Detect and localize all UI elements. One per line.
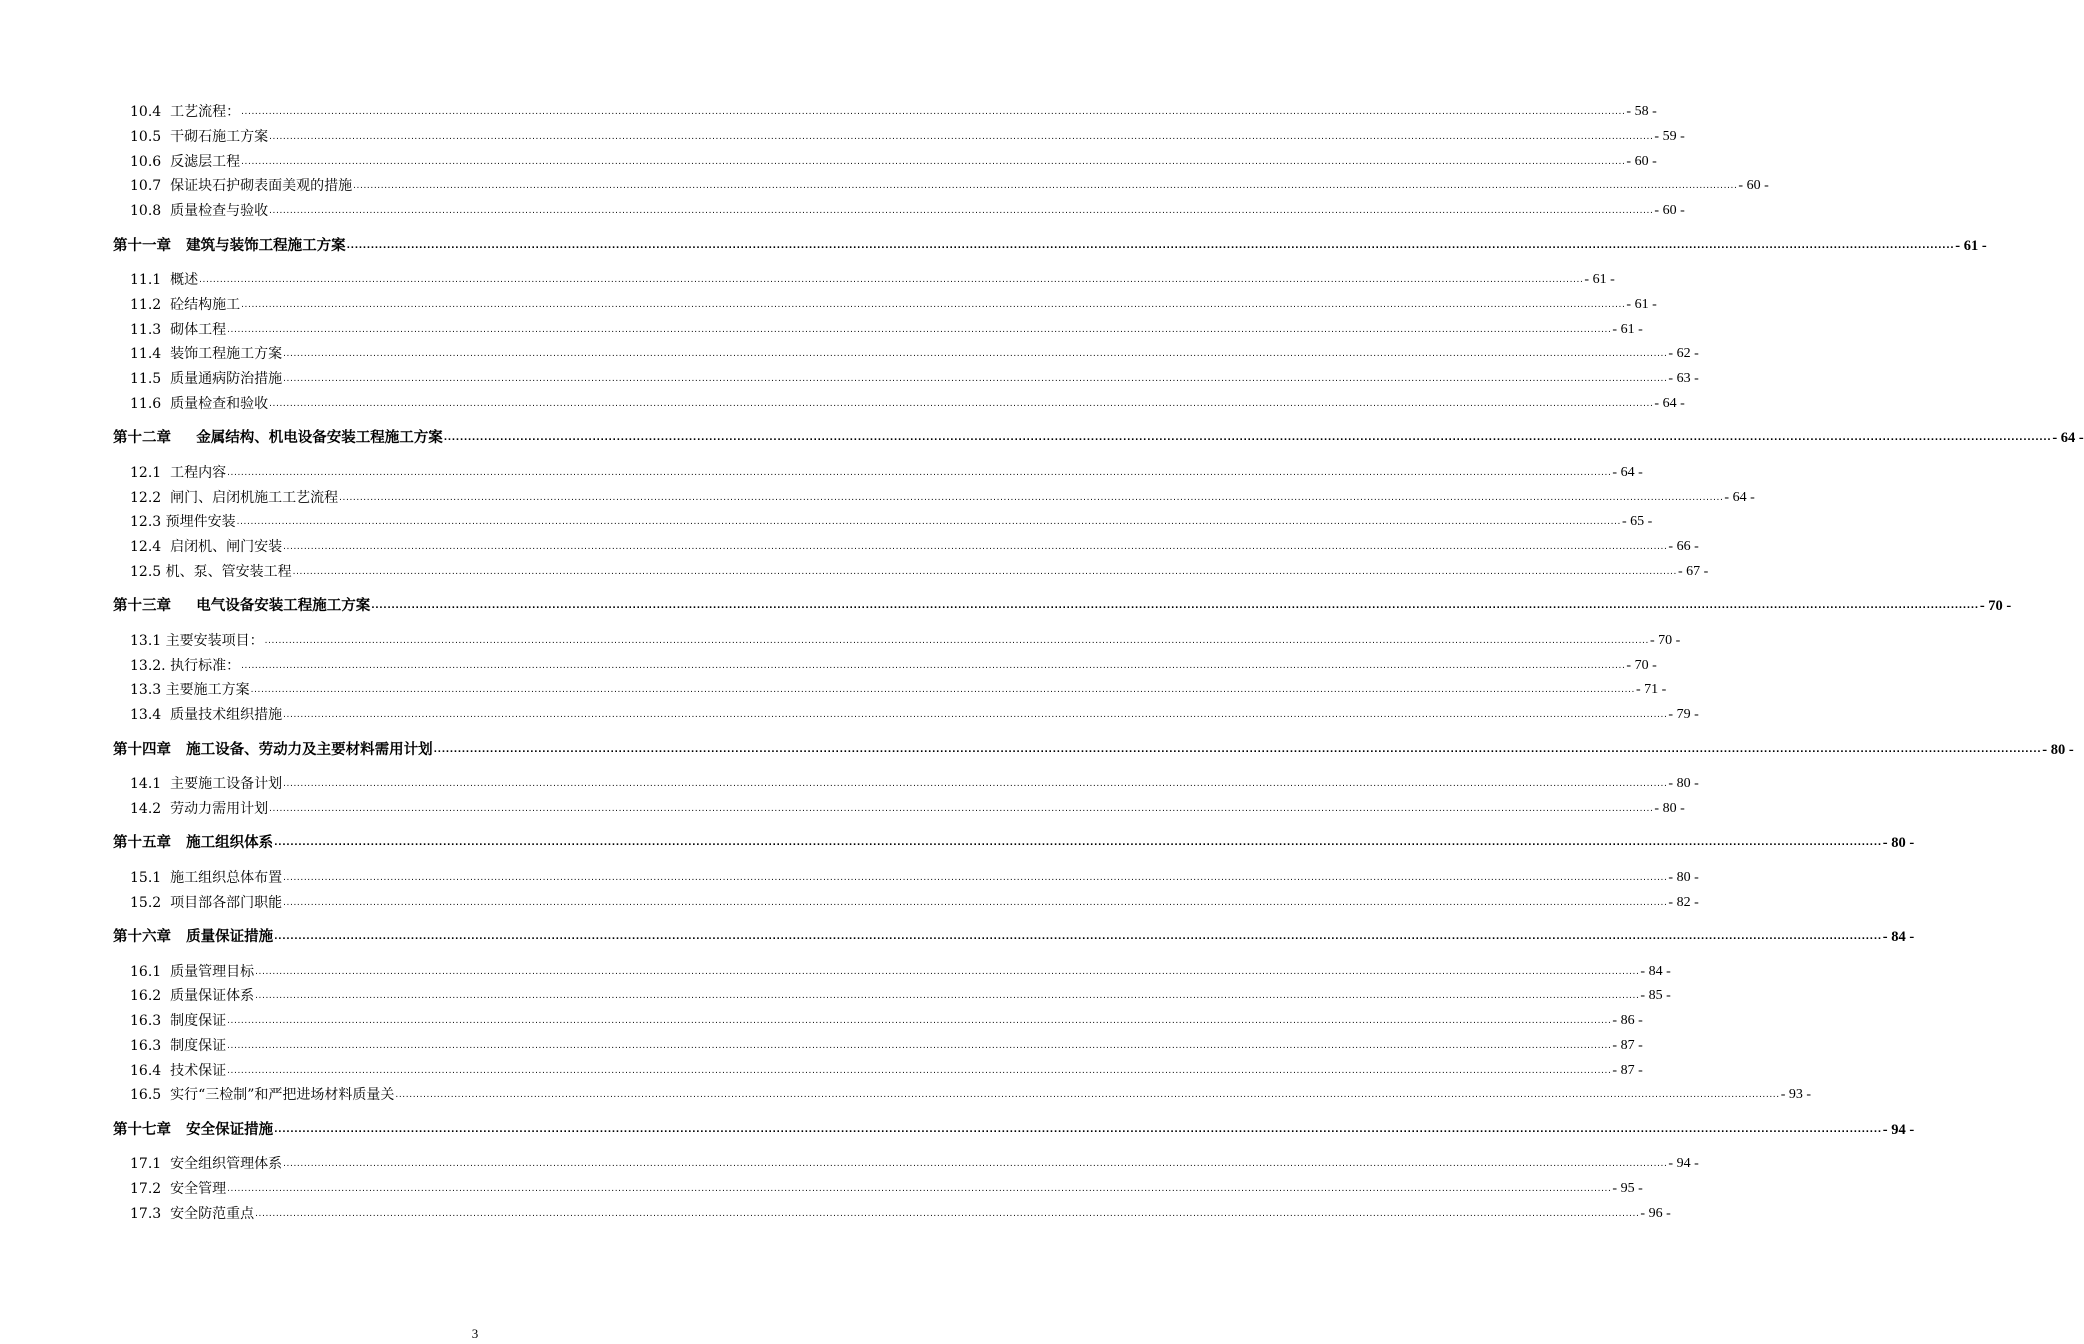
toc-entry-page: - 59 - xyxy=(1654,128,1685,144)
toc-entry-title: 16.5 实行“三检制”和严把进场材料质量关 xyxy=(130,1087,395,1104)
toc-entry-title: 第十三章 电气设备安装工程施工方案 xyxy=(113,597,371,615)
toc-entry-page: - 86 - xyxy=(1612,1013,1643,1028)
toc-entry[interactable] xyxy=(130,1180,1643,1198)
toc-entry-title: 16.2 质量保证体系 xyxy=(130,988,255,1005)
dot-leader: ................................................................................................................................................................................................................................................................................................................................................................................................................ xyxy=(227,1040,1612,1051)
toc-entry-page: - 95 - xyxy=(1612,1181,1643,1196)
toc-entry-title: 16.3 制度保证 xyxy=(130,1037,227,1054)
toc-entry[interactable] xyxy=(130,963,1671,981)
page-number: 3 xyxy=(471,1326,479,1341)
toc-entry-title: 13.3 主要施工方案 xyxy=(130,682,250,699)
toc-entry-page: - 70 - xyxy=(1979,598,2012,615)
toc-entry-title: 13.2. 执行标准： xyxy=(130,657,241,674)
dot-leader: ................................................................................................................................................................................................................................................................................................................................................................................................................ xyxy=(227,1184,1612,1194)
dot-leader: ................................................................................................................................................................................................................................................................................................................................................................................................................ xyxy=(269,803,1654,814)
dot-leader: ................................................................................................................................................................................................................................................................................................................................................................................................................ xyxy=(443,433,2052,444)
toc-entry[interactable] xyxy=(130,370,1699,388)
toc-entry[interactable] xyxy=(130,296,1657,314)
toc-chapter-entry[interactable] xyxy=(113,597,2012,615)
toc-entry-title: 第十一章 建筑与装饰工程施工方案 xyxy=(113,236,346,254)
toc-entry-title: 14.2 劳动力需用计划 xyxy=(130,800,269,817)
dot-leader: ................................................................................................................................................................................................................................................................................................................................................................................................................ xyxy=(236,517,1621,528)
toc-entry-title: 11.3 砌体工程 xyxy=(130,321,227,338)
toc-entry[interactable] xyxy=(130,706,1699,724)
toc-entry-page: - 60 - xyxy=(1654,203,1685,218)
toc-entry-page: - 61 - xyxy=(1584,272,1615,287)
dot-leader: ................................................................................................................................................................................................................................................................................................................................................................................................................ xyxy=(283,779,1668,789)
dot-leader: ................................................................................................................................................................................................................................................................................................................................................................................................................ xyxy=(283,1159,1668,1170)
toc-entry[interactable] xyxy=(130,489,1755,507)
toc-entry-page: - 70 - xyxy=(1626,657,1657,673)
toc-entry-title: 10.4 工艺流程： xyxy=(130,104,241,120)
toc-entry-title: 14.1 主要施工设备计划 xyxy=(130,776,283,792)
dot-leader: ................................................................................................................................................................................................................................................................................................................................................................................................................ xyxy=(241,156,1626,167)
toc-entry[interactable] xyxy=(130,1037,1643,1055)
toc-entry[interactable] xyxy=(130,1012,1643,1030)
dot-leader: ................................................................................................................................................................................................................................................................................................................................................................................................................ xyxy=(241,107,1626,117)
dot-leader: ................................................................................................................................................................................................................................................................................................................................................................................................................ xyxy=(241,660,1626,671)
toc-entry-title: 13.1 主要安装项目： xyxy=(130,632,264,649)
dot-leader: ................................................................................................................................................................................................................................................................................................................................................................................................................ xyxy=(269,398,1654,409)
toc-entry[interactable] xyxy=(130,987,1671,1005)
dot-leader: ................................................................................................................................................................................................................................................................................................................................................................................................................ xyxy=(339,492,1724,503)
dot-leader: ................................................................................................................................................................................................................................................................................................................................................................................................................ xyxy=(227,324,1612,335)
dot-leader: ................................................................................................................................................................................................................................................................................................................................................................................................................ xyxy=(283,349,1668,360)
toc-entry[interactable] xyxy=(130,177,1769,195)
toc-entry[interactable] xyxy=(130,800,1685,818)
toc-entry-title: 15.1 施工组织总体布置 xyxy=(130,869,283,886)
toc-entry[interactable] xyxy=(130,894,1699,912)
toc-entry-title: 13.4 质量技术组织措施 xyxy=(130,707,283,723)
toc-entry-page: - 71 - xyxy=(1635,682,1667,698)
toc-entry-page: - 94 - xyxy=(1668,1156,1699,1172)
toc-entry-title: 17.1 安全组织管理体系 xyxy=(130,1156,283,1173)
dot-leader: ................................................................................................................................................................................................................................................................................................................................................................................................................ xyxy=(274,932,1882,942)
toc-entry-page: - 61 - xyxy=(1955,237,1987,254)
dot-leader: ................................................................................................................................................................................................................................................................................................................................................................................................................ xyxy=(227,467,1612,478)
dot-leader: ................................................................................................................................................................................................................................................................................................................................................................................................................ xyxy=(227,1016,1612,1026)
toc-entry-title: 第十四章 施工设备、劳动力及主要材料需用计划 xyxy=(113,740,433,758)
toc-entry-page: - 82 - xyxy=(1668,894,1699,910)
toc-entry-page: - 67 - xyxy=(1677,563,1709,579)
toc-chapter-entry[interactable] xyxy=(113,236,1987,255)
toc-entry[interactable] xyxy=(130,869,1699,887)
toc-entry-title: 10.6 反滤层工程 xyxy=(130,153,241,170)
toc-entry[interactable] xyxy=(130,681,1667,699)
dot-leader: ................................................................................................................................................................................................................................................................................................................................................................................................................ xyxy=(353,181,1738,192)
dot-leader: ................................................................................................................................................................................................................................................................................................................................................................................................................ xyxy=(274,838,1882,849)
toc-entry-title: 11.2 砼结构施工 xyxy=(130,296,241,313)
toc-entry[interactable] xyxy=(130,657,1657,675)
dot-leader: ................................................................................................................................................................................................................................................................................................................................................................................................................ xyxy=(269,131,1654,142)
toc-entry-title: 12.1 工程内容 xyxy=(130,464,227,481)
toc-entry[interactable] xyxy=(130,563,1709,581)
toc-chapter-entry[interactable] xyxy=(113,1120,1915,1139)
toc-entry-page: - 64 - xyxy=(2052,430,2084,447)
toc-entry-page: - 65 - xyxy=(1621,514,1653,530)
dot-leader: ................................................................................................................................................................................................................................................................................................................................................................................................................ xyxy=(227,1065,1612,1076)
toc-entry-page: - 58 - xyxy=(1626,104,1657,119)
toc-entry-title: 第十六章 质量保证措施 xyxy=(113,928,274,945)
toc-chapter-entry[interactable] xyxy=(113,834,1915,852)
toc-entry-title: 第十五章 施工组织体系 xyxy=(113,834,274,852)
toc-entry-title: 12.3 预埋件安装 xyxy=(130,514,236,531)
toc-entry[interactable] xyxy=(130,202,1685,220)
toc-entry[interactable] xyxy=(130,1205,1671,1223)
toc-entry-page: - 84 - xyxy=(1640,963,1671,979)
toc-entry-page: - 85 - xyxy=(1640,988,1671,1004)
toc-entry-title: 12.2 闸门、启闭机施工工艺流程 xyxy=(130,489,339,506)
toc-entry-page: - 96 - xyxy=(1640,1205,1671,1221)
toc-entry-page: - 80 - xyxy=(2042,741,2074,758)
toc-entry[interactable] xyxy=(130,395,1685,413)
toc-entry-page: - 70 - xyxy=(1649,632,1681,648)
toc-entry[interactable] xyxy=(130,538,1699,556)
toc-entry-title: 11.1 概述 xyxy=(130,272,199,288)
toc-entry-title: 16.3 制度保证 xyxy=(130,1013,227,1029)
toc-entry-page: - 64 - xyxy=(1724,489,1755,505)
toc-chapter-entry[interactable] xyxy=(113,740,2074,759)
dot-leader: ................................................................................................................................................................................................................................................................................................................................................................................................................ xyxy=(199,275,1584,285)
toc-entry-page: - 61 - xyxy=(1612,321,1643,337)
toc-entry-title: 11.5 质量通病防治措施 xyxy=(130,371,283,387)
toc-entry-page: - 79 - xyxy=(1668,707,1699,722)
toc-entry-title: 12.4 启闭机、闸门安装 xyxy=(130,539,283,555)
dot-leader: ................................................................................................................................................................................................................................................................................................................................................................................................................ xyxy=(283,710,1668,720)
dot-leader: ................................................................................................................................................................................................................................................................................................................................................................................................................ xyxy=(371,601,1979,612)
toc-entry-page: - 64 - xyxy=(1654,395,1685,411)
dot-leader: ................................................................................................................................................................................................................................................................................................................................................................................................................ xyxy=(264,635,1649,646)
toc-chapter-entry[interactable] xyxy=(113,429,2084,447)
toc-entry[interactable] xyxy=(130,1086,1812,1104)
toc-entry-title: 12.5 机、泵、管安装工程 xyxy=(130,563,292,580)
toc-entry-title: 11.4 装饰工程施工方案 xyxy=(130,346,283,363)
toc-entry-page: - 63 - xyxy=(1668,371,1699,386)
dot-leader: ................................................................................................................................................................................................................................................................................................................................................................................................................ xyxy=(274,1124,1882,1135)
toc-entry[interactable] xyxy=(130,1062,1643,1080)
dot-leader: ................................................................................................................................................................................................................................................................................................................................................................................................................ xyxy=(283,542,1668,552)
toc-entry-title: 11.6 质量检查和验收 xyxy=(130,395,269,412)
toc-entry-title: 第十二章 金属结构、机电设备安装工程施工方案 xyxy=(113,429,443,447)
dot-leader: ................................................................................................................................................................................................................................................................................................................................................................................................................ xyxy=(433,744,2042,755)
toc-entry-title: 17.3 安全防范重点 xyxy=(130,1205,255,1222)
toc-entry-title: 10.7 保证块石护砌表面美观的措施 xyxy=(130,178,353,195)
dot-leader: ................................................................................................................................................................................................................................................................................................................................................................................................................ xyxy=(395,1090,1780,1101)
toc-entry-title: 16.1 质量管理目标 xyxy=(130,963,255,980)
toc-entry-title: 10.8 质量检查与验收 xyxy=(130,203,269,219)
toc-entry[interactable] xyxy=(130,103,1657,121)
dot-leader: ................................................................................................................................................................................................................................................................................................................................................................................................................ xyxy=(269,206,1654,216)
toc-entry-title: 第十七章 安全保证措施 xyxy=(113,1120,274,1138)
dot-leader: ................................................................................................................................................................................................................................................................................................................................................................................................................ xyxy=(283,872,1668,883)
dot-leader: ................................................................................................................................................................................................................................................................................................................................................................................................................ xyxy=(283,374,1668,384)
toc-entry[interactable] xyxy=(130,513,1653,531)
dot-leader: ................................................................................................................................................................................................................................................................................................................................................................................................................ xyxy=(283,897,1668,908)
dot-leader: ................................................................................................................................................................................................................................................................................................................................................................................................................ xyxy=(250,685,1635,696)
dot-leader: ................................................................................................................................................................................................................................................................................................................................................................................................................ xyxy=(292,566,1677,577)
toc-chapter-entry[interactable] xyxy=(113,928,1915,946)
toc-entry[interactable] xyxy=(130,464,1643,482)
toc-entry-page: - 60 - xyxy=(1738,178,1769,194)
toc-entry-page: - 66 - xyxy=(1668,539,1699,554)
toc-entry-page: - 80 - xyxy=(1882,835,1915,852)
toc-entry-page: - 93 - xyxy=(1780,1087,1812,1103)
toc-entry-page: - 80 - xyxy=(1668,776,1699,791)
toc-entry[interactable] xyxy=(130,128,1685,146)
dot-leader: ................................................................................................................................................................................................................................................................................................................................................................................................................ xyxy=(255,1208,1640,1219)
toc-entry-title: 17.2 安全管理 xyxy=(130,1181,227,1197)
toc-entry-page: - 60 - xyxy=(1626,153,1657,169)
toc-entry-page: - 94 - xyxy=(1882,1121,1915,1138)
toc-entry-page: - 64 - xyxy=(1612,464,1643,480)
toc-entry-page: - 80 - xyxy=(1654,800,1685,816)
toc-entry-title: 10.5 干砌石施工方案 xyxy=(130,128,269,145)
toc-entry[interactable] xyxy=(130,632,1681,650)
dot-leader: ................................................................................................................................................................................................................................................................................................................................................................................................................ xyxy=(241,299,1626,310)
toc-entry[interactable] xyxy=(130,321,1643,339)
toc-entry-page: - 87 - xyxy=(1612,1062,1643,1078)
toc-entry[interactable] xyxy=(130,271,1615,289)
toc-entry-page: - 80 - xyxy=(1668,869,1699,885)
dot-leader: ................................................................................................................................................................................................................................................................................................................................................................................................................ xyxy=(255,966,1640,977)
toc-entry[interactable] xyxy=(130,153,1657,171)
toc-entry-page: - 62 - xyxy=(1668,346,1699,362)
toc-entry-page: - 87 - xyxy=(1612,1037,1643,1053)
toc-entry[interactable] xyxy=(130,1155,1699,1173)
dot-leader: ................................................................................................................................................................................................................................................................................................................................................................................................................ xyxy=(346,240,1955,251)
toc-entry-page: - 84 - xyxy=(1882,929,1915,945)
toc-entry[interactable] xyxy=(130,345,1699,363)
toc-entry[interactable] xyxy=(130,775,1699,793)
toc-entry-page: - 61 - xyxy=(1626,296,1657,312)
toc-entry-title: 16.4 技术保证 xyxy=(130,1062,227,1079)
dot-leader: ................................................................................................................................................................................................................................................................................................................................................................................................................ xyxy=(255,991,1640,1002)
toc-entry-title: 15.2 项目部各部门职能 xyxy=(130,894,283,911)
